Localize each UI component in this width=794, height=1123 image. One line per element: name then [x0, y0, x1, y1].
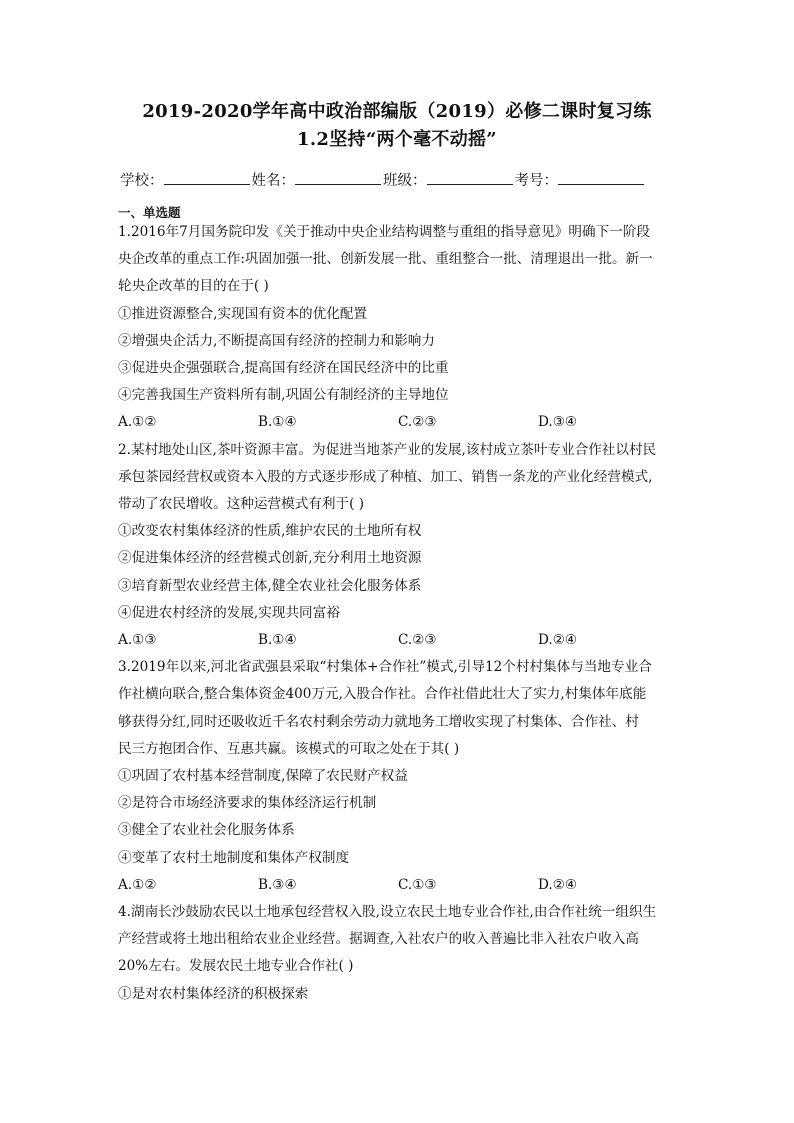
school-field[interactable] — [164, 168, 250, 185]
answer-choice[interactable]: D.③④ — [538, 414, 578, 431]
question-stem-line: 央企改革的重点工作:巩固加强一批、创新发展一批、重组整合一批、清理退出一批。新一 — [118, 251, 653, 268]
question-stem-line: 产经营或将土地出租给农业企业经营。据调查,入社农户的收入普遍比非入社农户收入高 — [118, 931, 639, 948]
student-info-row — [120, 168, 680, 190]
answer-choice[interactable]: A.①② — [118, 414, 157, 431]
question-statement: ①是对农村集体经济的积极探索 — [118, 985, 309, 1002]
class-label: 班级： — [383, 173, 427, 189]
question-statement: ④促进农村经济的发展,实现共同富裕 — [118, 604, 340, 621]
answer-choice[interactable]: C.②③ — [398, 632, 437, 649]
answer-choice[interactable]: B.①④ — [258, 632, 297, 649]
answer-choice[interactable]: C.①③ — [398, 876, 437, 893]
question-stem-line: 民三方抱团合作、互惠共赢。该模式的可取之处在于其( ) — [118, 740, 460, 757]
question-statement: ③培育新型农业经营主体,健全农业社会化服务体系 — [118, 577, 422, 594]
question-stem-line: 20%左右。发展农民土地专业合作社( ) — [118, 958, 354, 975]
question-statement: ④完善我国生产资料所有制,巩固公有制经济的主导地位 — [118, 387, 449, 404]
answer-choice[interactable]: A.①③ — [118, 632, 157, 649]
question-stem-line: 1.2016年7月国务院印发《关于推动中央企业结构调整与重组的指导意见》明确下一阶段 — [118, 224, 650, 240]
school-label: 学校： — [120, 173, 164, 189]
question-stem-line: 2.某村地处山区,茶叶资源丰富。为促进当地茶产业的发展,该村成立茶叶专业合作社以村民 — [118, 441, 657, 458]
question-statement: ①巩固了农村基本经营制度,保障了农民财产权益 — [118, 768, 408, 785]
answer-choices — [118, 872, 678, 899]
question-statement: ④变革了农村土地制度和集体产权制度 — [118, 849, 350, 866]
question-stem-line: 轮央企改革的目的在于( ) — [118, 278, 269, 295]
question-3 — [118, 654, 678, 899]
question-stem-line: 4.湖南长沙鼓励农民以土地承包经营权入股,设立农民土地专业合作社,由合作社统一组织生 — [118, 904, 657, 921]
answer-choice[interactable]: D.②④ — [538, 632, 578, 649]
class-field[interactable] — [427, 168, 513, 185]
question-stem-line: 作社横向联合,整合集体资金400万元,入股合作社。合作社借此壮大了实力,村集体年底能 — [118, 686, 647, 703]
question-statement: ①推进资源整合,实现国有资本的优化配置 — [118, 305, 368, 322]
question-statement: ②增强央企活力,不断提高国有经济的控制力和影响力 — [118, 332, 435, 349]
name-field[interactable] — [295, 168, 381, 185]
question-stem-line: 3.2019年以来,河北省武强县采取“村集体+合作社”模式,引导12个村村集体与当地专业合 — [118, 659, 652, 676]
question-stem-line: 承包茶园经营权或资本入股的方式逐步形成了种植、加工、销售一条龙的产业化经营模式, — [118, 468, 653, 485]
name-label: 姓名： — [251, 173, 295, 189]
question-statement: ③促进央企强强联合,提高国有经济在国民经济中的比重 — [118, 360, 449, 377]
answer-choice[interactable]: B.③④ — [258, 876, 297, 893]
question-statement: ②促进集体经济的经营模式创新,充分利用土地资源 — [118, 550, 422, 567]
question-stem-line: 带动了农民增收。这种运营模式有利于( ) — [118, 496, 365, 513]
answer-choice[interactable]: C.②③ — [398, 414, 437, 431]
answer-choice[interactable]: B.①④ — [258, 414, 297, 431]
answer-choices — [118, 409, 678, 436]
answer-choices — [118, 627, 678, 654]
question-1 — [118, 219, 678, 437]
question-4 — [118, 899, 678, 1008]
exam-number-label: 考号： — [514, 173, 558, 189]
question-statement: ②是符合市场经济要求的集体经济运行机制 — [118, 795, 377, 812]
question-statement: ③健全了农业社会化服务体系 — [118, 822, 295, 839]
exam-number-field[interactable] — [558, 168, 644, 185]
answer-choice[interactable]: A.①② — [118, 876, 157, 893]
section-title: 一、单选题 — [118, 205, 181, 220]
answer-choice[interactable]: D.②④ — [538, 876, 578, 893]
page-subtitle: 1.2坚持“两个毫不动摇” — [297, 129, 497, 150]
question-2 — [118, 437, 678, 655]
page-title: 2019-2020学年高中政治部编版（2019）必修二课时复习练 — [142, 101, 652, 122]
question-list — [118, 219, 678, 1008]
question-stem-line: 够获得分红,同时还吸收近千名农村剩余劳动力就地务工增收实现了村集体、合作社、村 — [118, 713, 639, 730]
question-statement: ①改变农村集体经济的性质,维护农民的土地所有权 — [118, 523, 422, 540]
